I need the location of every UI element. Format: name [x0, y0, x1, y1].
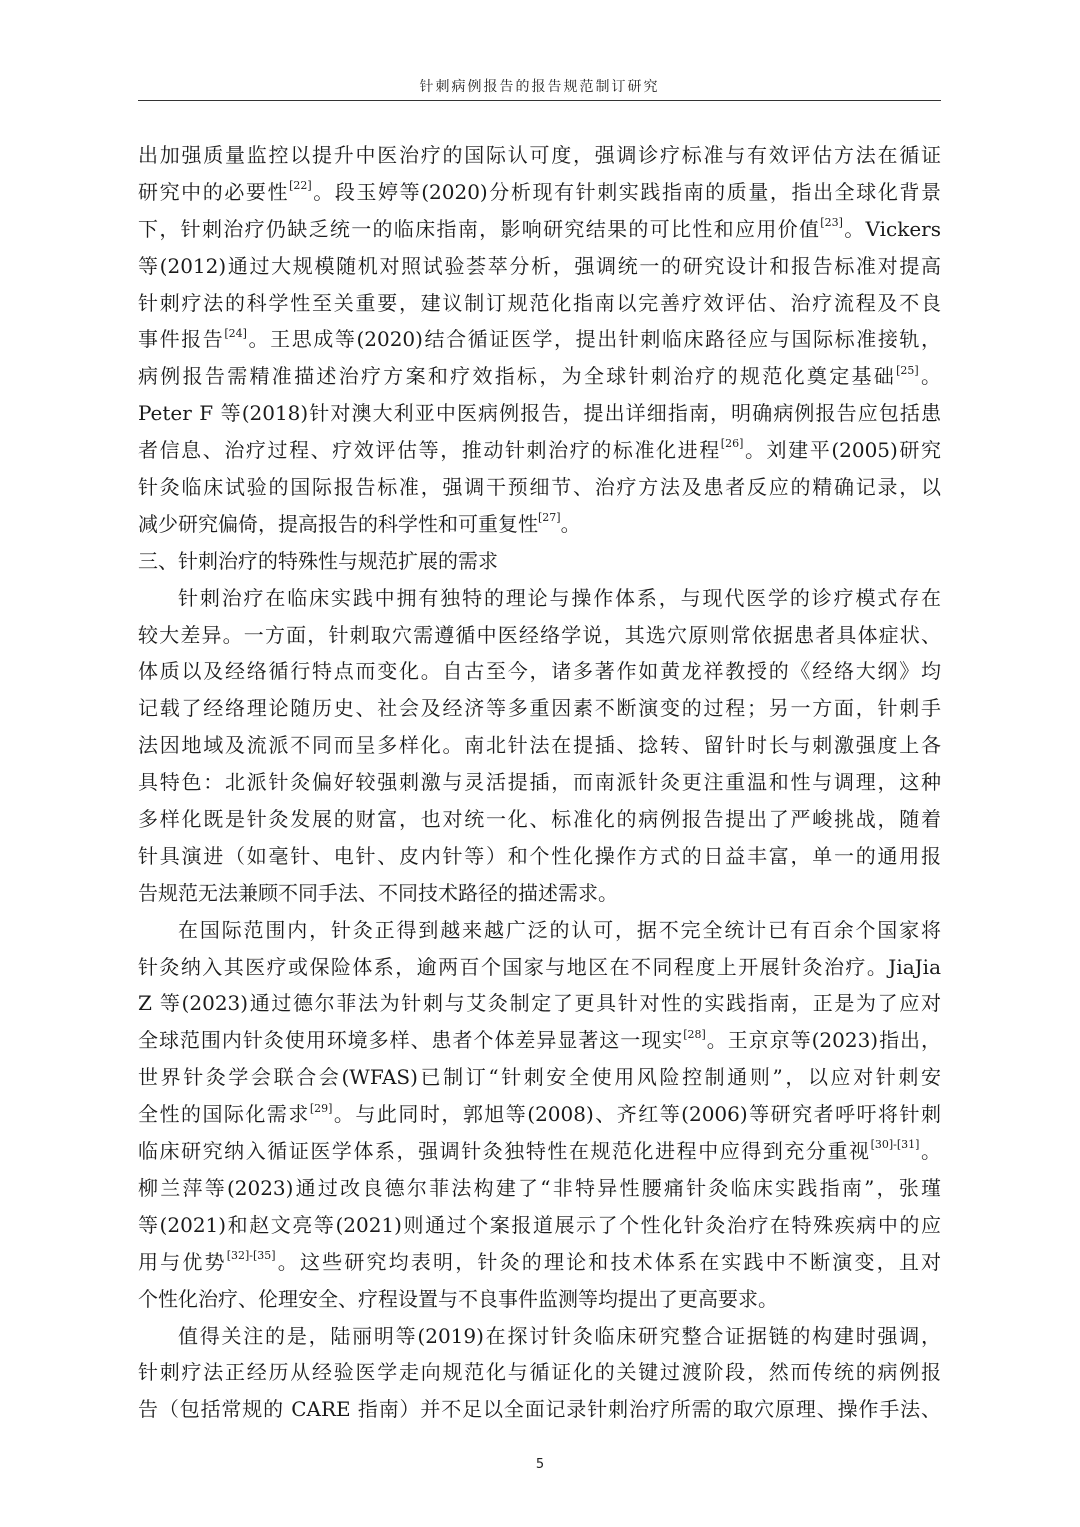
- text-line: [138, 764, 941, 801]
- citation-marker: [28]: [683, 1027, 706, 1041]
- line-text: 世界针灸学会联合会(WFAS)已制订“针刺安全使用风险控制通则”，以应对针刺安: [138, 1065, 941, 1090]
- text-line: [138, 1022, 941, 1059]
- text-line: [138, 801, 941, 838]
- line-text-continued: 。王京京等(2023)指出，: [705, 1028, 942, 1053]
- line-text: 较大差异。一方面，针刺取穴需遵循中医经络学说，其选穴原则常依据患者具体症状、: [138, 622, 941, 647]
- text-line: [138, 1170, 941, 1207]
- line-text-continued: 。段玉婷等(2020)分析现有针刺实践指南的质量，指出全球化背景: [311, 179, 942, 204]
- line-text: 出加强质量监控以提升中医治疗的国际认可度，强调诊疗标准与有效评估方法在循证: [138, 143, 941, 167]
- text-line: [138, 358, 941, 395]
- line-text: 等(2021)和赵文亮等(2021)则通过个案报道展示了个性化针灸治疗在特殊疾病中的应: [138, 1212, 941, 1237]
- line-text: 全性的国际化需求: [138, 1102, 310, 1127]
- text-line: [138, 285, 941, 322]
- line-text-continued: 。Vickers: [842, 216, 942, 241]
- text-line: [138, 506, 941, 543]
- text-line: [138, 617, 941, 654]
- citation-marker: [22]: [289, 179, 312, 193]
- text-line: [138, 174, 941, 211]
- text-line: [138, 211, 941, 248]
- text-line: [138, 432, 941, 469]
- running-header: 针刺病例报告的报告规范制订研究: [419, 79, 660, 95]
- line-text: 告（包括常规的 CARE 指南）并不足以全面记录针刺治疗所需的取穴原理、操作手法、: [138, 1397, 941, 1422]
- line-text: 针具演进（如毫针、电针、皮内针等）和个性化操作方式的日益丰富，单一的通用报: [138, 843, 941, 868]
- line-text: 临床研究纳入循证医学体系，强调针灸独特性在规范化进程中应得到充分重视: [138, 1139, 871, 1164]
- text-line: [138, 1318, 941, 1355]
- text-line: [138, 1096, 941, 1133]
- text-line: [138, 985, 941, 1022]
- line-text: 针刺治疗在临床实践中拥有独特的理论与操作体系，与现代医学的诊疗模式存在: [178, 585, 941, 610]
- line-text-continued: 。这些研究均表明，针灸的理论和技术体系在实践中不断演变，且对: [275, 1249, 941, 1274]
- citation-marker: [23]: [820, 216, 843, 230]
- line-text: 具特色：北派针灸偏好较强刺激与灵活提插，而南派针灸更注重温和性与调理，这种: [138, 770, 941, 795]
- line-text: Z 等(2023)通过德尔菲法为针刺与艾灸制定了更具针对性的实践指南，正是为了应对: [138, 991, 941, 1016]
- text-line: [138, 1354, 941, 1391]
- line-text: 在国际范围内，针灸正得到越来越广泛的认可，据不完全统计已有百余个国家将: [178, 917, 941, 942]
- line-text: 减少研究偏倚，提高报告的科学性和可重复性: [138, 511, 538, 536]
- line-text: 三、针刺治疗的特殊性与规范扩展的需求: [138, 548, 498, 573]
- text-line: [138, 1391, 941, 1428]
- line-text-continued: 。: [560, 511, 581, 536]
- text-line: [138, 1059, 941, 1096]
- line-text-continued: 。王思成等(2020)结合循证医学，提出针刺临床路径应与国际标准接轨，: [246, 327, 941, 352]
- line-text: 全球范围内针灸使用环境多样、患者个体差异显著这一现实: [138, 1028, 684, 1053]
- text-line: [138, 321, 941, 358]
- text-line: [138, 875, 941, 912]
- text-line: [138, 1133, 941, 1170]
- text-line: [138, 248, 941, 285]
- line-text-continued: 。: [918, 364, 942, 389]
- text-line: [138, 580, 941, 617]
- citation-marker: [30]-[31]: [870, 1138, 920, 1152]
- line-text: 下，针刺治疗仍缺乏统一的临床指南，影响研究结果的可比性和应用价值: [138, 216, 821, 241]
- line-text: 针灸纳入其医疗或保险体系，逾两百个国家与地区在不同程度上开展针灸治疗。JiaJia: [138, 954, 941, 979]
- citation-marker: [32]-[35]: [226, 1249, 276, 1263]
- text-line: [138, 395, 941, 432]
- line-text: 记载了经络理论随历史、社会及经济等多重因素不断演变的过程；另一方面，针刺手: [138, 696, 941, 721]
- line-text: 用与优势: [138, 1249, 227, 1274]
- body-text: [138, 137, 941, 1428]
- line-text-continued: 。与此同时，郭旭等(2008)、齐红等(2006)等研究者呼吁将针刺: [332, 1102, 942, 1127]
- line-text: 告规范无法兼顾不同手法、不同技术路径的描述需求。: [138, 880, 618, 905]
- text-line: [138, 1244, 941, 1281]
- text-line: [138, 137, 941, 174]
- line-text: 柳兰萍等(2023)通过改良德尔菲法构建了“非特异性腰痛针灸临床实践指南”，张瑾: [138, 1175, 941, 1200]
- text-line: [138, 838, 941, 875]
- line-text: 者信息、治疗过程、疗效评估等，推动针刺治疗的标准化进程: [138, 438, 721, 463]
- line-text-continued: 。刘建平(2005)研究: [743, 438, 941, 463]
- line-text: 事件报告: [138, 327, 225, 352]
- line-text: 个性化治疗、伦理安全、疗程设置与不良事件监测等均提出了更高要求。: [138, 1286, 778, 1311]
- citation-marker: [24]: [224, 326, 247, 340]
- text-line: [138, 543, 941, 580]
- line-text: 针刺疗法正经历从经验医学走向规范化与循证化的关键过渡阶段，然而传统的病例报: [138, 1360, 941, 1385]
- line-text-continued: 。: [919, 1139, 942, 1164]
- text-line: [138, 690, 941, 727]
- line-text: 针灸临床试验的国际报告标准，强调干预细节、治疗方法及患者反应的精确记录，以: [138, 475, 941, 500]
- citation-marker: [29]: [309, 1101, 333, 1115]
- header-divider: [138, 100, 941, 101]
- text-line: [138, 912, 941, 949]
- line-text: 病例报告需精准描述治疗方案和疗效指标，为全球针刺治疗的规范化奠定基础: [138, 364, 897, 389]
- citation-marker: [25]: [896, 363, 919, 377]
- citation-marker: [27]: [538, 511, 561, 525]
- text-line: [138, 653, 941, 690]
- line-text: 针刺疗法的科学性至关重要，建议制订规范化指南以完善疗效评估、治疗流程及不良: [138, 290, 941, 315]
- line-text: Peter F 等(2018)针对澳大利亚中医病例报告，提出详细指南，明确病例报告应包括患: [138, 401, 941, 426]
- text-line: [138, 727, 941, 764]
- text-line: [138, 949, 941, 986]
- line-text: 法因地域及流派不同而呈多样化。南北针法在提插、捻转、留针时长与刺激强度上各: [138, 733, 941, 758]
- line-text: 体质以及经络循行特点而变化。自古至今，诸多著作如黄龙祥教授的《经络大纲》均: [138, 659, 941, 684]
- line-text: 研究中的必要性: [138, 179, 290, 204]
- text-line: [138, 469, 941, 506]
- text-line: [138, 1281, 941, 1318]
- line-text: 等(2012)通过大规模随机对照试验荟萃分析，强调统一的研究设计和报告标准对提高: [138, 253, 941, 278]
- citation-marker: [26]: [720, 437, 744, 451]
- line-text: 多样化既是针灸发展的财富，也对统一化、标准化的病例报告提出了严峻挑战，随着: [138, 807, 941, 832]
- text-line: [138, 1207, 941, 1244]
- line-text: 值得关注的是，陆丽明等(2019)在探讨针灸临床研究整合证据链的构建时强调，: [178, 1323, 941, 1348]
- page-number: 5: [535, 1457, 545, 1472]
